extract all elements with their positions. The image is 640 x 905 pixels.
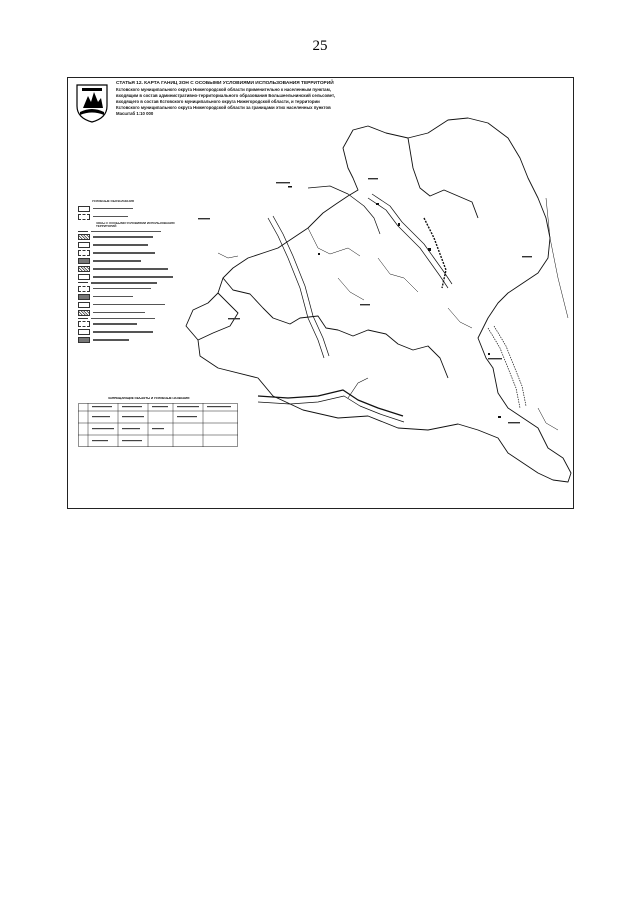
- legend-row: [78, 231, 190, 232]
- legend-zones-heading: ЗОНЫ С ОСОБЫМИ УСЛОВИЯМИ ИСПОЛЬЗОВАНИЯ ТЕРРИТОРИЙ: [96, 220, 175, 229]
- map-subtitle-line-1: Кстовского муниципального округа Нижегородской области применительно к населенным пунктам,: [116, 87, 331, 93]
- page-number: 25: [312, 38, 328, 54]
- legend-swatch: [78, 242, 90, 248]
- legend-row: [78, 258, 190, 264]
- legend-row: [78, 310, 190, 316]
- legend-row: [78, 282, 190, 283]
- legend-swatch: [78, 206, 90, 212]
- legend-row: [78, 321, 190, 327]
- legend-row: [78, 337, 190, 343]
- legend-row: [78, 294, 190, 300]
- legend-swatch: [78, 274, 90, 280]
- legend-swatch: [78, 286, 90, 292]
- map-subtitle-line-4: Кстовского муниципального округа Нижегородской области за границами этих населенных пунктов: [116, 105, 331, 111]
- legend-swatch: [78, 234, 90, 240]
- legend-swatch: [78, 337, 90, 343]
- objects-table: [78, 403, 238, 447]
- legend-swatch: [78, 282, 88, 283]
- legend-swatch: [78, 302, 90, 308]
- legend-swatch: [78, 321, 90, 327]
- legend-swatch: [78, 214, 90, 220]
- legend-swatch: [78, 310, 90, 316]
- legend-row: [78, 242, 190, 248]
- legend-swatch: [78, 250, 90, 256]
- map-scale: Масштаб 1:10 000: [116, 111, 154, 117]
- legend-row: [78, 274, 190, 280]
- legend-swatch: [78, 329, 90, 335]
- map-legend: [78, 198, 190, 345]
- legend-row: [78, 286, 190, 292]
- territory-boundary: [198, 118, 571, 482]
- legend-swatch: [78, 318, 88, 319]
- legend-heading: УСЛОВНЫЕ ОБОЗНАЧЕНИЯ: [92, 199, 134, 203]
- legend-row: [78, 329, 190, 335]
- legend-row: [78, 302, 190, 308]
- map-figure: [67, 77, 574, 509]
- map-title: СТАТЬЯ 12. КАРТА ГАНИЦ ЗОН С ОСОБЫМИ УСЛОВИЯМИ ИСПОЛЬЗОВАНИЯ ТЕРРИТОРИЙ: [116, 81, 334, 86]
- map-subtitle-line-2: входящим в состав административно-территориального образования Большеельнинский сельсовет,: [116, 93, 335, 99]
- legend-swatch: [78, 266, 90, 272]
- map-subtitle-line-3: входящего в состав Кстовского муниципального округа Нижегородской области, и территории: [116, 99, 320, 105]
- legend-row: [78, 250, 190, 256]
- legend-row: [78, 266, 190, 272]
- objects-table-title: ЗАПРЕЩАЮЩИЕ ОБЪЕКТЫ И УСЛОВНЫЕ НАЗВАНИЯ: [108, 396, 190, 400]
- legend-row: [78, 318, 190, 319]
- legend-row: [78, 214, 190, 220]
- legend-row: [78, 206, 190, 212]
- legend-row: [78, 234, 190, 240]
- legend-swatch: [78, 231, 88, 232]
- legend-swatch: [78, 294, 90, 300]
- legend-swatch: [78, 258, 90, 264]
